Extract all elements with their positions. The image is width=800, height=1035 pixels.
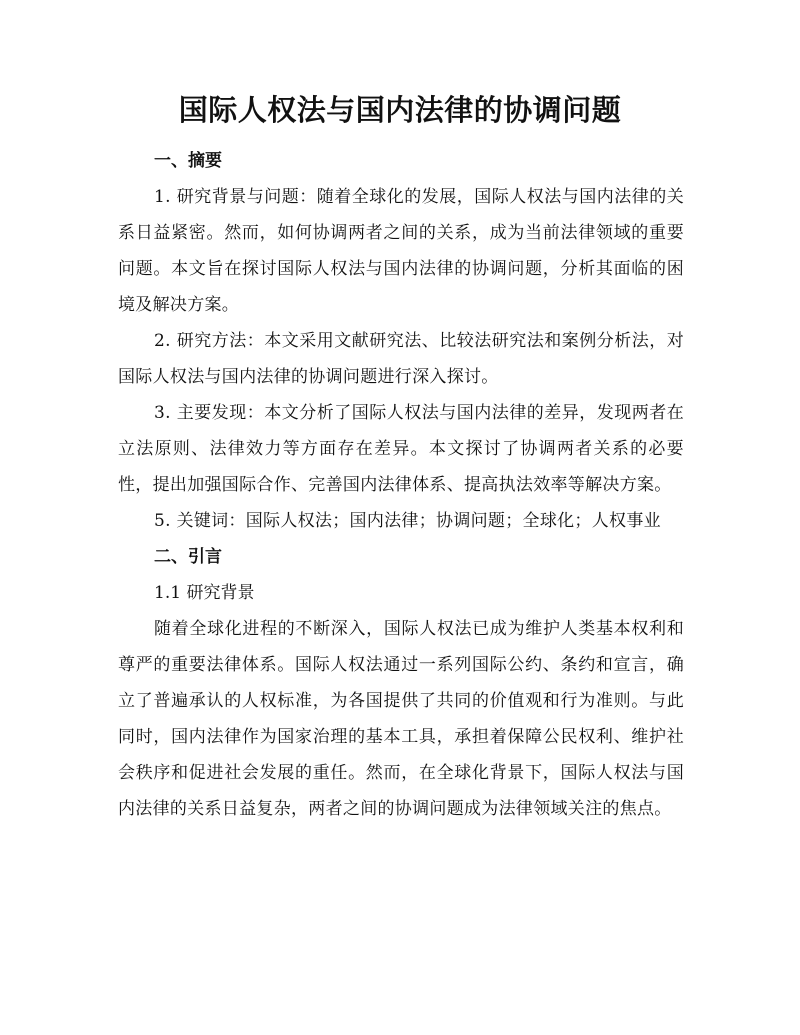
section-heading-abstract: 一、摘要 [154, 151, 222, 171]
abstract-item-findings: 3. 主要发现：本文分析了国际人权法与国内法律的差异，发现两者在立法原则、法律效力等方面存在差异。本文探讨了协调两者关系的必要性，提出加强国际合作、完善国内法律体系、提高执法效率等解决方案。 [118, 403, 684, 495]
introduction-paragraph: 随着全球化进程的不断深入，国际人权法已成为维护人类基本权利和尊严的重要法律体系。国际人权法通过一系列国际公约、条约和宣言，确立了普遍承认的人权标准，为各国提供了共同的价值观和行为准则。与此同时，国内法律作为国家治理的基本工具，承担着保障公民权利、维护社会秩序和促进社会发展的重任。然而，在全球化背景下，国际人权法与国内法律的关系日益复杂，两者之间的协调问题成为法律领域关注的焦点。 [118, 619, 684, 819]
abstract-item-keywords: 5. 关键词：国际人权法；国内法律；协调问题；全球化；人权事业 [154, 511, 661, 531]
abstract-item-methods: 2. 研究方法：本文采用文献研究法、比较法研究法和案例分析法，对国际人权法与国内法律的协调问题进行深入探讨。 [118, 331, 684, 387]
subsection-heading-background: 1.1 研究背景 [154, 583, 255, 603]
document-title: 国际人权法与国内法律的协调问题 [178, 93, 622, 127]
section-heading-introduction: 二、引言 [154, 547, 222, 567]
document-body [118, 143, 684, 827]
abstract-item-background: 1. 研究背景与问题：随着全球化的发展，国际人权法与国内法律的关系日益紧密。然而，如何协调两者之间的关系，成为当前法律领域的重要问题。本文旨在探讨国际人权法与国内法律的协调问题，分析其面临的困境及解决方案。 [118, 187, 684, 315]
